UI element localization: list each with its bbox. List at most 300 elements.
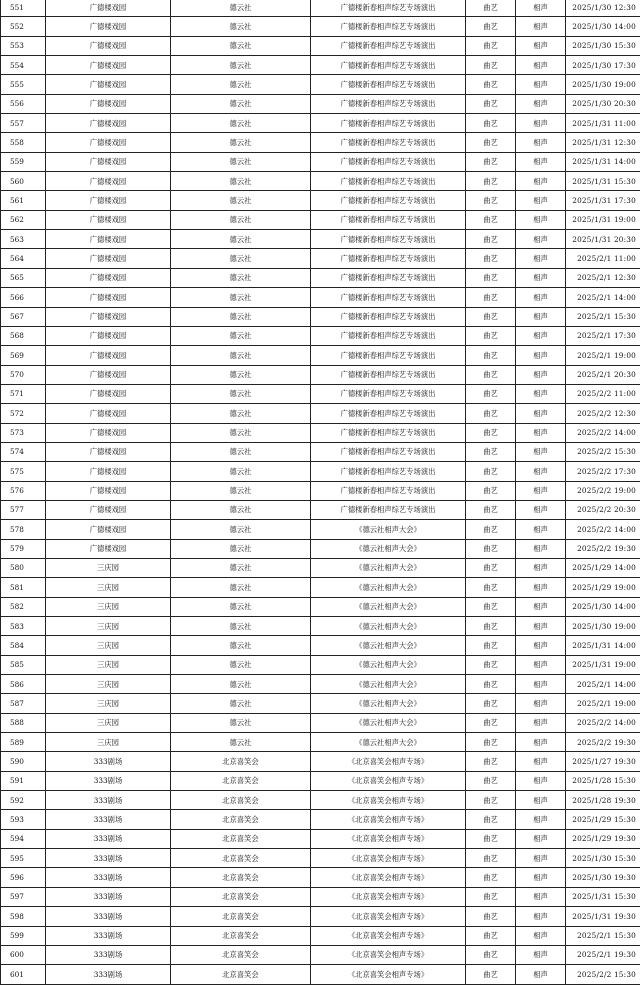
venue-cell: 广德楼戏园 <box>46 442 171 461</box>
genre-cell: 相声 <box>516 268 566 287</box>
table-row <box>1 539 640 558</box>
troupe-cell: 德云社 <box>171 326 311 345</box>
show-title-cell: 《北京喜笑会相声专场》 <box>311 849 466 868</box>
table-row <box>1 36 640 55</box>
table-row <box>1 172 640 191</box>
troupe-cell: 德云社 <box>171 384 311 403</box>
table-row <box>1 733 640 752</box>
showtime-cell: 2025/1/31 19:00 <box>566 655 640 674</box>
table-row <box>1 230 640 249</box>
show-title-cell: 《北京喜笑会相声专场》 <box>311 945 466 964</box>
category-cell: 曲艺 <box>466 481 516 500</box>
row-number-cell: 564 <box>1 249 46 268</box>
venue-cell: 广德楼戏园 <box>46 462 171 481</box>
venue-cell: 333剧场 <box>46 926 171 945</box>
showtime-cell: 2025/1/30 15:30 <box>566 849 640 868</box>
table-row <box>1 771 640 790</box>
table-row <box>1 384 640 403</box>
showtime-cell: 2025/2/1 19:00 <box>566 694 640 713</box>
category-cell: 曲艺 <box>466 520 516 539</box>
category-cell: 曲艺 <box>466 442 516 461</box>
venue-cell: 三庆园 <box>46 558 171 577</box>
genre-cell: 相声 <box>516 0 566 17</box>
table-row <box>1 17 640 36</box>
table-row <box>1 114 640 133</box>
show-title-cell: 《北京喜笑会相声专场》 <box>311 752 466 771</box>
venue-cell: 广德楼戏园 <box>46 481 171 500</box>
troupe-cell: 德云社 <box>171 520 311 539</box>
troupe-cell: 德云社 <box>171 94 311 113</box>
troupe-cell: 北京喜笑会 <box>171 752 311 771</box>
row-number-cell: 584 <box>1 636 46 655</box>
troupe-cell: 德云社 <box>171 249 311 268</box>
showtime-cell: 2025/1/31 14:00 <box>566 636 640 655</box>
genre-cell: 相声 <box>516 791 566 810</box>
genre-cell: 相声 <box>516 849 566 868</box>
category-cell: 曲艺 <box>466 462 516 481</box>
category-cell: 曲艺 <box>466 733 516 752</box>
genre-cell: 相声 <box>516 617 566 636</box>
table-row <box>1 810 640 829</box>
category-cell: 曲艺 <box>466 829 516 848</box>
row-number-cell: 579 <box>1 539 46 558</box>
row-number-cell: 551 <box>1 0 46 17</box>
showtime-cell: 2025/2/1 20:30 <box>566 365 640 384</box>
venue-cell: 三庆园 <box>46 713 171 732</box>
show-title-cell: 广德楼新春相声综艺专场演出 <box>311 191 466 210</box>
row-number-cell: 593 <box>1 810 46 829</box>
category-cell: 曲艺 <box>466 694 516 713</box>
table-row <box>1 558 640 577</box>
showtime-cell: 2025/1/27 19:30 <box>566 752 640 771</box>
venue-cell: 广德楼戏园 <box>46 365 171 384</box>
row-number-cell: 574 <box>1 442 46 461</box>
venue-cell: 三庆园 <box>46 636 171 655</box>
table-row <box>1 210 640 229</box>
table-row <box>1 907 640 926</box>
category-cell: 曲艺 <box>466 384 516 403</box>
show-title-cell: 广德楼新春相声综艺专场演出 <box>311 230 466 249</box>
show-title-cell: 广德楼新春相声综艺专场演出 <box>311 365 466 384</box>
venue-cell: 广德楼戏园 <box>46 539 171 558</box>
table-row <box>1 326 640 345</box>
row-number-cell: 601 <box>1 965 46 984</box>
table-row <box>1 849 640 868</box>
show-title-cell: 《北京喜笑会相声专场》 <box>311 810 466 829</box>
category-cell: 曲艺 <box>466 849 516 868</box>
category-cell: 曲艺 <box>466 56 516 75</box>
venue-cell: 广德楼戏园 <box>46 75 171 94</box>
show-title-cell: 广德楼新春相声综艺专场演出 <box>311 249 466 268</box>
show-title-cell: 广德楼新春相声综艺专场演出 <box>311 114 466 133</box>
row-number-cell: 587 <box>1 694 46 713</box>
troupe-cell: 德云社 <box>171 36 311 55</box>
show-title-cell: 广德楼新春相声综艺专场演出 <box>311 133 466 152</box>
troupe-cell: 北京喜笑会 <box>171 849 311 868</box>
troupe-cell: 北京喜笑会 <box>171 887 311 906</box>
venue-cell: 三庆园 <box>46 733 171 752</box>
row-number-cell: 561 <box>1 191 46 210</box>
category-cell: 曲艺 <box>466 500 516 519</box>
category-cell: 曲艺 <box>466 810 516 829</box>
row-number-cell: 585 <box>1 655 46 674</box>
table-row <box>1 94 640 113</box>
row-number-cell: 563 <box>1 230 46 249</box>
table-row <box>1 752 640 771</box>
row-number-cell: 565 <box>1 268 46 287</box>
genre-cell: 相声 <box>516 114 566 133</box>
show-title-cell: 《北京喜笑会相声专场》 <box>311 791 466 810</box>
genre-cell: 相声 <box>516 404 566 423</box>
show-title-cell: 《德云社相声大会》 <box>311 597 466 616</box>
category-cell: 曲艺 <box>466 230 516 249</box>
showtime-cell: 2025/1/30 15:30 <box>566 36 640 55</box>
row-number-cell: 586 <box>1 675 46 694</box>
showtime-cell: 2025/2/1 19:30 <box>566 945 640 964</box>
table-row <box>1 191 640 210</box>
category-cell: 曲艺 <box>466 752 516 771</box>
category-cell: 曲艺 <box>466 423 516 442</box>
showtime-cell: 2025/2/1 17:30 <box>566 326 640 345</box>
showtime-cell: 2025/2/2 14:00 <box>566 520 640 539</box>
venue-cell: 广德楼戏园 <box>46 268 171 287</box>
troupe-cell: 德云社 <box>171 442 311 461</box>
venue-cell: 333剧场 <box>46 791 171 810</box>
showtime-cell: 2025/1/28 15:30 <box>566 771 640 790</box>
showtime-cell: 2025/1/30 14:00 <box>566 17 640 36</box>
venue-cell: 三庆园 <box>46 578 171 597</box>
genre-cell: 相声 <box>516 249 566 268</box>
genre-cell: 相声 <box>516 36 566 55</box>
genre-cell: 相声 <box>516 636 566 655</box>
troupe-cell: 德云社 <box>171 404 311 423</box>
show-title-cell: 《德云社相声大会》 <box>311 520 466 539</box>
row-number-cell: 597 <box>1 887 46 906</box>
table-row <box>1 926 640 945</box>
troupe-cell: 德云社 <box>171 307 311 326</box>
troupe-cell: 北京喜笑会 <box>171 829 311 848</box>
row-number-cell: 552 <box>1 17 46 36</box>
category-cell: 曲艺 <box>466 191 516 210</box>
troupe-cell: 北京喜笑会 <box>171 965 311 984</box>
venue-cell: 广德楼戏园 <box>46 36 171 55</box>
venue-cell: 三庆园 <box>46 617 171 636</box>
category-cell: 曲艺 <box>466 172 516 191</box>
showtime-cell: 2025/1/31 14:00 <box>566 152 640 171</box>
showtime-cell: 2025/1/30 20:30 <box>566 94 640 113</box>
genre-cell: 相声 <box>516 926 566 945</box>
category-cell: 曲艺 <box>466 771 516 790</box>
table-row <box>1 694 640 713</box>
table-row <box>1 655 640 674</box>
show-title-cell: 广德楼新春相声综艺专场演出 <box>311 0 466 17</box>
venue-cell: 广德楼戏园 <box>46 326 171 345</box>
show-title-cell: 《德云社相声大会》 <box>311 713 466 732</box>
row-number-cell: 576 <box>1 481 46 500</box>
troupe-cell: 德云社 <box>171 578 311 597</box>
showtime-cell: 2025/1/30 17:30 <box>566 56 640 75</box>
row-number-cell: 570 <box>1 365 46 384</box>
genre-cell: 相声 <box>516 365 566 384</box>
table-row <box>1 597 640 616</box>
table-row <box>1 675 640 694</box>
table-row <box>1 288 640 307</box>
showtime-cell: 2025/1/31 15:30 <box>566 172 640 191</box>
row-number-cell: 571 <box>1 384 46 403</box>
show-title-cell: 广德楼新春相声综艺专场演出 <box>311 56 466 75</box>
table-row <box>1 578 640 597</box>
venue-cell: 333剧场 <box>46 771 171 790</box>
showtime-cell: 2025/1/31 12:30 <box>566 133 640 152</box>
genre-cell: 相声 <box>516 597 566 616</box>
venue-cell: 广德楼戏园 <box>46 172 171 191</box>
troupe-cell: 德云社 <box>171 636 311 655</box>
genre-cell: 相声 <box>516 133 566 152</box>
genre-cell: 相声 <box>516 520 566 539</box>
genre-cell: 相声 <box>516 307 566 326</box>
showtime-cell: 2025/2/2 19:30 <box>566 733 640 752</box>
showtime-cell: 2025/1/29 15:30 <box>566 810 640 829</box>
genre-cell: 相声 <box>516 810 566 829</box>
showtime-cell: 2025/1/28 19:30 <box>566 791 640 810</box>
venue-cell: 广德楼戏园 <box>46 384 171 403</box>
showtime-cell: 2025/2/2 14:00 <box>566 713 640 732</box>
category-cell: 曲艺 <box>466 675 516 694</box>
category-cell: 曲艺 <box>466 791 516 810</box>
venue-cell: 广德楼戏园 <box>46 56 171 75</box>
table-row <box>1 617 640 636</box>
table-row <box>1 56 640 75</box>
table-row <box>1 636 640 655</box>
troupe-cell: 德云社 <box>171 268 311 287</box>
showtime-cell: 2025/2/2 14:00 <box>566 423 640 442</box>
showtime-cell: 2025/2/2 11:00 <box>566 384 640 403</box>
show-title-cell: 《德云社相声大会》 <box>311 694 466 713</box>
genre-cell: 相声 <box>516 288 566 307</box>
genre-cell: 相声 <box>516 75 566 94</box>
table-row <box>1 462 640 481</box>
troupe-cell: 德云社 <box>171 346 311 365</box>
show-title-cell: 广德楼新春相声综艺专场演出 <box>311 404 466 423</box>
venue-cell: 广德楼戏园 <box>46 210 171 229</box>
genre-cell: 相声 <box>516 56 566 75</box>
genre-cell: 相声 <box>516 346 566 365</box>
category-cell: 曲艺 <box>466 945 516 964</box>
troupe-cell: 北京喜笑会 <box>171 945 311 964</box>
troupe-cell: 德云社 <box>171 114 311 133</box>
row-number-cell: 591 <box>1 771 46 790</box>
row-number-cell: 588 <box>1 713 46 732</box>
row-number-cell: 559 <box>1 152 46 171</box>
row-number-cell: 572 <box>1 404 46 423</box>
show-title-cell: 广德楼新春相声综艺专场演出 <box>311 94 466 113</box>
genre-cell: 相声 <box>516 17 566 36</box>
row-number-cell: 596 <box>1 868 46 887</box>
venue-cell: 三庆园 <box>46 655 171 674</box>
troupe-cell: 德云社 <box>171 733 311 752</box>
showtime-cell: 2025/1/30 14:00 <box>566 597 640 616</box>
venue-cell: 广德楼戏园 <box>46 423 171 442</box>
table-row <box>1 829 640 848</box>
table-row <box>1 868 640 887</box>
showtime-cell: 2025/1/31 15:30 <box>566 887 640 906</box>
category-cell: 曲艺 <box>466 365 516 384</box>
category-cell: 曲艺 <box>466 636 516 655</box>
genre-cell: 相声 <box>516 829 566 848</box>
show-title-cell: 广德楼新春相声综艺专场演出 <box>311 268 466 287</box>
showtime-cell: 2025/2/1 15:30 <box>566 307 640 326</box>
show-title-cell: 广德楼新春相声综艺专场演出 <box>311 75 466 94</box>
row-number-cell: 592 <box>1 791 46 810</box>
venue-cell: 333剧场 <box>46 887 171 906</box>
table-row <box>1 945 640 964</box>
showtime-cell: 2025/1/30 12:30 <box>566 0 640 17</box>
venue-cell: 333剧场 <box>46 810 171 829</box>
showtime-cell: 2025/1/31 19:30 <box>566 907 640 926</box>
troupe-cell: 德云社 <box>171 597 311 616</box>
troupe-cell: 德云社 <box>171 675 311 694</box>
genre-cell: 相声 <box>516 578 566 597</box>
venue-cell: 广德楼戏园 <box>46 520 171 539</box>
table-row <box>1 249 640 268</box>
show-title-cell: 广德楼新春相声综艺专场演出 <box>311 346 466 365</box>
venue-cell: 广德楼戏园 <box>46 191 171 210</box>
genre-cell: 相声 <box>516 945 566 964</box>
troupe-cell: 德云社 <box>171 558 311 577</box>
show-title-cell: 广德楼新春相声综艺专场演出 <box>311 462 466 481</box>
showtime-cell: 2025/2/1 15:30 <box>566 926 640 945</box>
troupe-cell: 德云社 <box>171 423 311 442</box>
genre-cell: 相声 <box>516 210 566 229</box>
row-number-cell: 555 <box>1 75 46 94</box>
showtime-cell: 2025/2/2 19:00 <box>566 481 640 500</box>
show-title-cell: 《德云社相声大会》 <box>311 675 466 694</box>
showtime-cell: 2025/2/2 12:30 <box>566 404 640 423</box>
category-cell: 曲艺 <box>466 94 516 113</box>
category-cell: 曲艺 <box>466 965 516 984</box>
troupe-cell: 北京喜笑会 <box>171 868 311 887</box>
genre-cell: 相声 <box>516 442 566 461</box>
table-row <box>1 713 640 732</box>
venue-cell: 广德楼戏园 <box>46 249 171 268</box>
genre-cell: 相声 <box>516 326 566 345</box>
venue-cell: 333剧场 <box>46 849 171 868</box>
show-title-cell: 《北京喜笑会相声专场》 <box>311 907 466 926</box>
showtime-cell: 2025/2/2 15:30 <box>566 442 640 461</box>
genre-cell: 相声 <box>516 94 566 113</box>
troupe-cell: 北京喜笑会 <box>171 926 311 945</box>
row-number-cell: 558 <box>1 133 46 152</box>
venue-cell: 三庆园 <box>46 597 171 616</box>
troupe-cell: 德云社 <box>171 694 311 713</box>
showtime-cell: 2025/1/31 11:00 <box>566 114 640 133</box>
table-row <box>1 442 640 461</box>
category-cell: 曲艺 <box>466 887 516 906</box>
troupe-cell: 德云社 <box>171 191 311 210</box>
genre-cell: 相声 <box>516 733 566 752</box>
venue-cell: 广德楼戏园 <box>46 307 171 326</box>
genre-cell: 相声 <box>516 771 566 790</box>
venue-cell: 广德楼戏园 <box>46 17 171 36</box>
show-title-cell: 《北京喜笑会相声专场》 <box>311 887 466 906</box>
category-cell: 曲艺 <box>466 655 516 674</box>
troupe-cell: 北京喜笑会 <box>171 810 311 829</box>
category-cell: 曲艺 <box>466 539 516 558</box>
category-cell: 曲艺 <box>466 133 516 152</box>
category-cell: 曲艺 <box>466 36 516 55</box>
show-title-cell: 广德楼新春相声综艺专场演出 <box>311 17 466 36</box>
show-title-cell: 广德楼新春相声综艺专场演出 <box>311 384 466 403</box>
table-body <box>1 0 640 984</box>
showtime-cell: 2025/2/1 11:00 <box>566 249 640 268</box>
venue-cell: 三庆园 <box>46 694 171 713</box>
row-number-cell: 598 <box>1 907 46 926</box>
genre-cell: 相声 <box>516 694 566 713</box>
venue-cell: 三庆园 <box>46 675 171 694</box>
venue-cell: 广德楼戏园 <box>46 0 171 17</box>
venue-cell: 广德楼戏园 <box>46 500 171 519</box>
row-number-cell: 578 <box>1 520 46 539</box>
category-cell: 曲艺 <box>466 307 516 326</box>
category-cell: 曲艺 <box>466 17 516 36</box>
genre-cell: 相声 <box>516 191 566 210</box>
table-row <box>1 0 640 17</box>
show-title-cell: 《德云社相声大会》 <box>311 558 466 577</box>
show-title-cell: 《德云社相声大会》 <box>311 636 466 655</box>
genre-cell: 相声 <box>516 152 566 171</box>
show-title-cell: 《德云社相声大会》 <box>311 578 466 597</box>
genre-cell: 相声 <box>516 539 566 558</box>
row-number-cell: 582 <box>1 597 46 616</box>
troupe-cell: 北京喜笑会 <box>171 771 311 790</box>
troupe-cell: 德云社 <box>171 462 311 481</box>
troupe-cell: 德云社 <box>171 152 311 171</box>
showtime-cell: 2025/1/30 19:00 <box>566 617 640 636</box>
venue-cell: 广德楼戏园 <box>46 152 171 171</box>
category-cell: 曲艺 <box>466 75 516 94</box>
troupe-cell: 德云社 <box>171 56 311 75</box>
genre-cell: 相声 <box>516 713 566 732</box>
show-title-cell: 广德楼新春相声综艺专场演出 <box>311 210 466 229</box>
table-row <box>1 268 640 287</box>
troupe-cell: 德云社 <box>171 365 311 384</box>
genre-cell: 相声 <box>516 384 566 403</box>
show-title-cell: 《北京喜笑会相声专场》 <box>311 829 466 848</box>
showtime-cell: 2025/1/30 19:30 <box>566 868 640 887</box>
category-cell: 曲艺 <box>466 152 516 171</box>
category-cell: 曲艺 <box>466 597 516 616</box>
showtime-cell: 2025/1/31 17:30 <box>566 191 640 210</box>
row-number-cell: 583 <box>1 617 46 636</box>
row-number-cell: 556 <box>1 94 46 113</box>
category-cell: 曲艺 <box>466 0 516 17</box>
showtime-cell: 2025/1/30 19:00 <box>566 75 640 94</box>
troupe-cell: 德云社 <box>171 288 311 307</box>
row-number-cell: 567 <box>1 307 46 326</box>
row-number-cell: 599 <box>1 926 46 945</box>
venue-cell: 广德楼戏园 <box>46 114 171 133</box>
row-number-cell: 557 <box>1 114 46 133</box>
genre-cell: 相声 <box>516 462 566 481</box>
show-title-cell: 广德楼新春相声综艺专场演出 <box>311 423 466 442</box>
genre-cell: 相声 <box>516 907 566 926</box>
venue-cell: 333剧场 <box>46 907 171 926</box>
showtime-cell: 2025/1/31 19:00 <box>566 210 640 229</box>
genre-cell: 相声 <box>516 500 566 519</box>
venue-cell: 333剧场 <box>46 965 171 984</box>
row-number-cell: 594 <box>1 829 46 848</box>
troupe-cell: 德云社 <box>171 481 311 500</box>
